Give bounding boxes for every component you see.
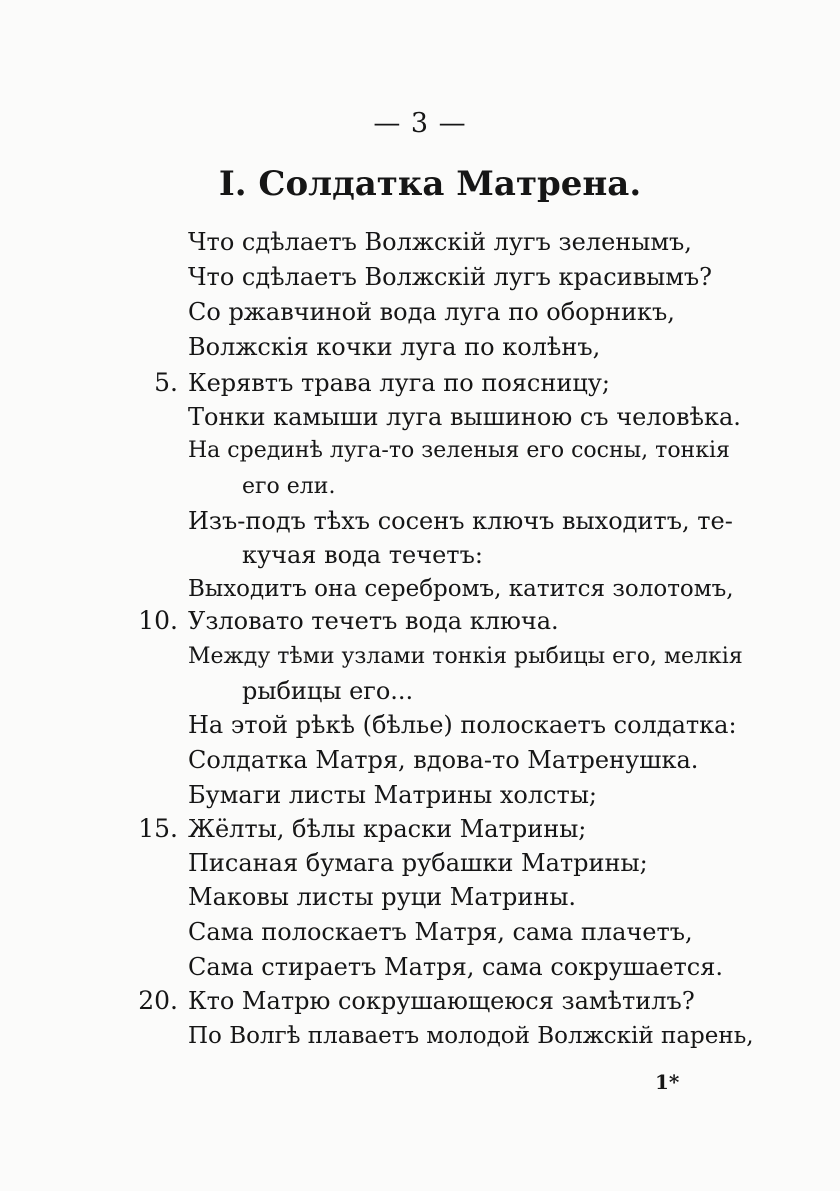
poem-line: Керявтъ трава луга по поясницу; bbox=[188, 369, 610, 397]
poem-line: Со ржавчиной вода луга по оборникъ, bbox=[188, 298, 675, 326]
poem-line: Выходитъ она серебромъ, катится золотомъ, bbox=[188, 576, 734, 602]
poem-line: Тонки камыши луга вышиною съ человѣка. bbox=[188, 403, 741, 431]
poem-line: Маковы листы руци Матрины. bbox=[188, 883, 577, 911]
poem-line: Между тѣми узлами тонкія рыбицы его, мелкія bbox=[188, 644, 743, 669]
line-number-20: 20. bbox=[138, 986, 178, 1015]
poem-title: I. Солдатка Матрена. bbox=[218, 164, 642, 204]
line-number-5: 5. bbox=[154, 368, 178, 397]
poem-line: По Волгѣ плаваетъ молодой Волжскій парень, bbox=[188, 1023, 754, 1049]
poem-line: На срединѣ луга-то зеленыя его сосны, тонкія bbox=[188, 438, 730, 463]
poem-line: Узловато течетъ вода ключа. bbox=[188, 607, 559, 635]
poem-line: Бумаги листы Матрины холсты; bbox=[188, 781, 598, 809]
poem-line: Писаная бумага рубашки Матрины; bbox=[188, 849, 648, 877]
poem-line: Сама полоскаетъ Матря, сама плачетъ, bbox=[188, 918, 693, 946]
poem-line: Кто Матрю сокрушающеюся замѣтилъ? bbox=[188, 987, 695, 1015]
poem-line: Изъ-подъ тѣхъ сосенъ ключъ выходитъ, те- bbox=[188, 507, 733, 535]
poem-line-continuation: кучая вода течетъ: bbox=[242, 541, 483, 569]
poem-line: Солдатка Матря, вдова-то Матренушка. bbox=[188, 746, 699, 774]
signature-mark: 1* bbox=[655, 1070, 680, 1094]
poem-line: Что сдѣлаетъ Волжскій лугъ красивымъ? bbox=[188, 263, 713, 291]
poem-line: Что сдѣлаетъ Волжскій лугъ зеленымъ, bbox=[188, 228, 692, 256]
poem-line-continuation: его ели. bbox=[242, 474, 336, 499]
poem-line-continuation: рыбицы его... bbox=[242, 677, 414, 705]
line-number-15: 15. bbox=[138, 814, 178, 843]
poem-line: Волжскія кочки луга по колѣнъ, bbox=[188, 333, 601, 361]
page-number: — 3 — bbox=[373, 108, 467, 139]
line-number-10: 10. bbox=[138, 606, 178, 635]
poem-line: Жёлты, бѣлы краски Матрины; bbox=[188, 815, 587, 843]
poem-line: На этой рѣкѣ (бѣлье) полоскаетъ солдатка: bbox=[188, 711, 737, 739]
poem-line: Сама стираетъ Матря, сама сокрушается. bbox=[188, 953, 724, 981]
